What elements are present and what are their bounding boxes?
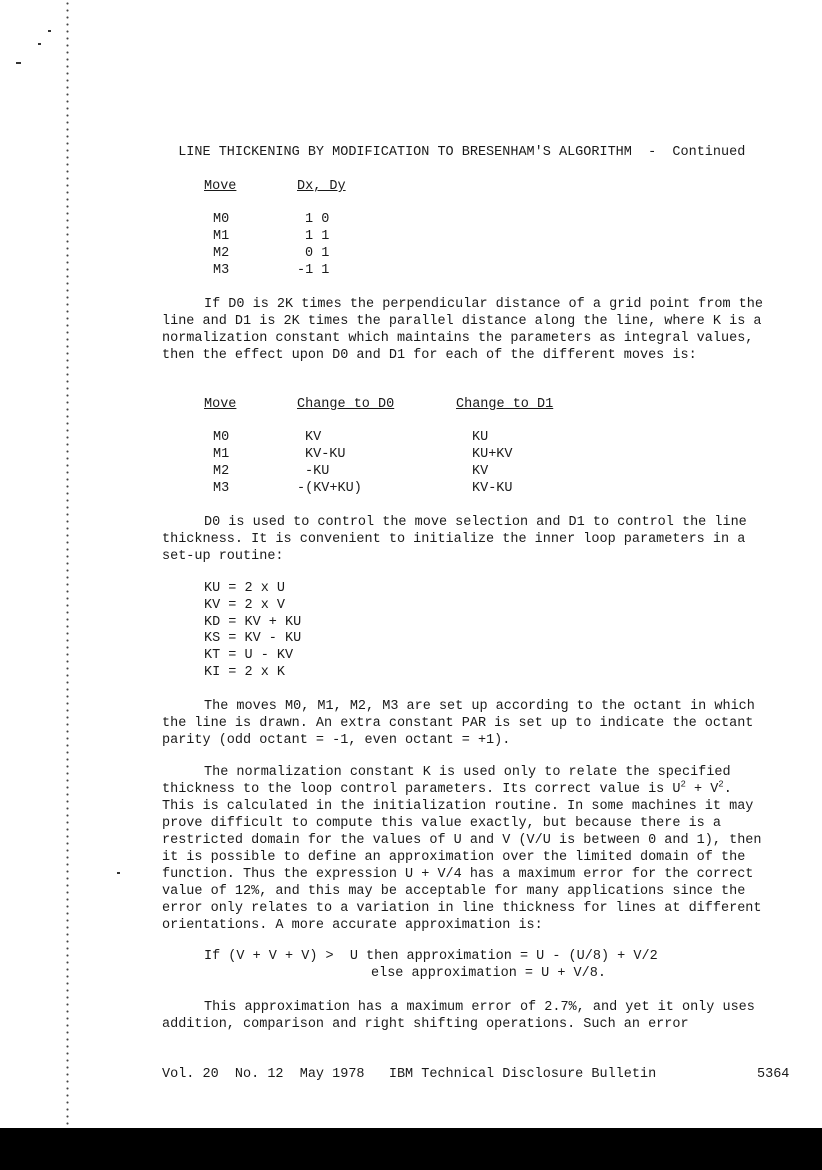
list-item: KV = 2 x V xyxy=(204,598,286,613)
table2-header-d1: Change to D1 xyxy=(456,397,554,412)
list-item: KD = KV + KU xyxy=(204,615,302,630)
table-cell: KV-KU xyxy=(305,447,346,462)
table-cell: KV-KU xyxy=(472,481,513,496)
list-item: KU = 2 x U xyxy=(204,581,286,596)
table-row: M3 xyxy=(213,263,230,278)
paragraph-error: This approximation has a maximum error of 2.7%, and yet it only uses addition, comparison and right shifting operations. Such an error xyxy=(162,1000,755,1032)
table2-header-move: Move xyxy=(204,397,237,412)
page-title xyxy=(162,127,745,161)
formula-line-2: else approximation = U + V/8. xyxy=(371,966,606,981)
table-cell: KV xyxy=(472,464,489,479)
list-item: KI = 2 x K xyxy=(204,665,286,680)
scan-bottom-border xyxy=(0,1128,822,1170)
paragraph-moves: The moves M0, M1, M2, M3 are set up according to the octant in which the line is drawn. An extra constant PAR is set up to indicate the octant parity (odd octant = -1, even octant = +1). xyxy=(162,699,755,748)
table-cell: 0 1 xyxy=(305,246,330,261)
table-cell: KV xyxy=(305,430,322,445)
table-cell: KU xyxy=(472,430,489,445)
formula-line-1: If (V + V + V) > U then approximation = U - (U/8) + V/2 xyxy=(204,949,658,964)
page-number: 5364 xyxy=(757,1067,790,1082)
footer-citation: Vol. 20 No. 12 May 1978 IBM Technical Disclosure Bulletin xyxy=(162,1067,657,1082)
table-cell: -(KV+KU) xyxy=(297,481,362,496)
paragraph-normalization: The normalization constant K is used only to relate the specified thickness to the loop control parameters. Its correct value is $U^2 + V^2$. This is calculated in the initialization routine. In some machines it may prove difficult to compute this value exactly, but because there is a restricted domain for the values of U and V (V/U is between 0 and 1), then it is possible to define an approximation over the limited domain of the function. Thus the expression U + V/4 has a maximum error for the correct value of 12%, and this may be acceptable for many applications since the error only relates to a variation in line thickness for lines at different orientations. A more accurate approximation is: xyxy=(162,765,762,933)
scan-speck xyxy=(38,43,41,45)
table-cell: 1 1 xyxy=(305,229,330,244)
table-cell: KU+KV xyxy=(472,447,513,462)
table-row: M2 xyxy=(213,246,230,261)
binding-edge-dots xyxy=(66,0,69,1128)
list-item: KT = U - KV xyxy=(204,648,294,663)
table-row: M3 xyxy=(213,481,230,496)
list-item: KS = KV - KU xyxy=(204,631,302,646)
title-dash: - xyxy=(648,145,657,160)
table1-header-move: Move xyxy=(204,179,237,194)
table-cell: 1 0 xyxy=(305,212,330,227)
paragraph-definitions: If D0 is 2K times the perpendicular distance of a grid point from the line and D1 is 2K times the parallel distance along the line, where K is a normalization constant which maintains the parameters as integral values, then the effect upon D0 and D1 for each of the different moves is: xyxy=(162,297,763,363)
scan-speck xyxy=(117,872,120,874)
table-row: M1 xyxy=(213,229,230,244)
paragraph-setup-intro: D0 is used to control the move selection and D1 to control the line thickness. It is convenient to initialize the inner loop parameters in a set-up routine: xyxy=(162,515,747,564)
scan-speck xyxy=(48,30,51,32)
table-row: M2 xyxy=(213,464,230,479)
scan-speck xyxy=(16,62,21,64)
continued-label: Continued xyxy=(672,145,746,160)
table-cell: -KU xyxy=(305,464,330,479)
title-text: LINE THICKENING BY MODIFICATION TO BRESENHAM'S ALGORITHM xyxy=(178,145,632,160)
table-cell: -1 1 xyxy=(297,263,330,278)
table-row: M0 xyxy=(213,212,230,227)
table2-header-d0: Change to D0 xyxy=(297,397,395,412)
table-row: M0 xyxy=(213,430,230,445)
table1-header-dxdy: Dx, Dy xyxy=(297,179,346,194)
table-row: M1 xyxy=(213,447,230,462)
